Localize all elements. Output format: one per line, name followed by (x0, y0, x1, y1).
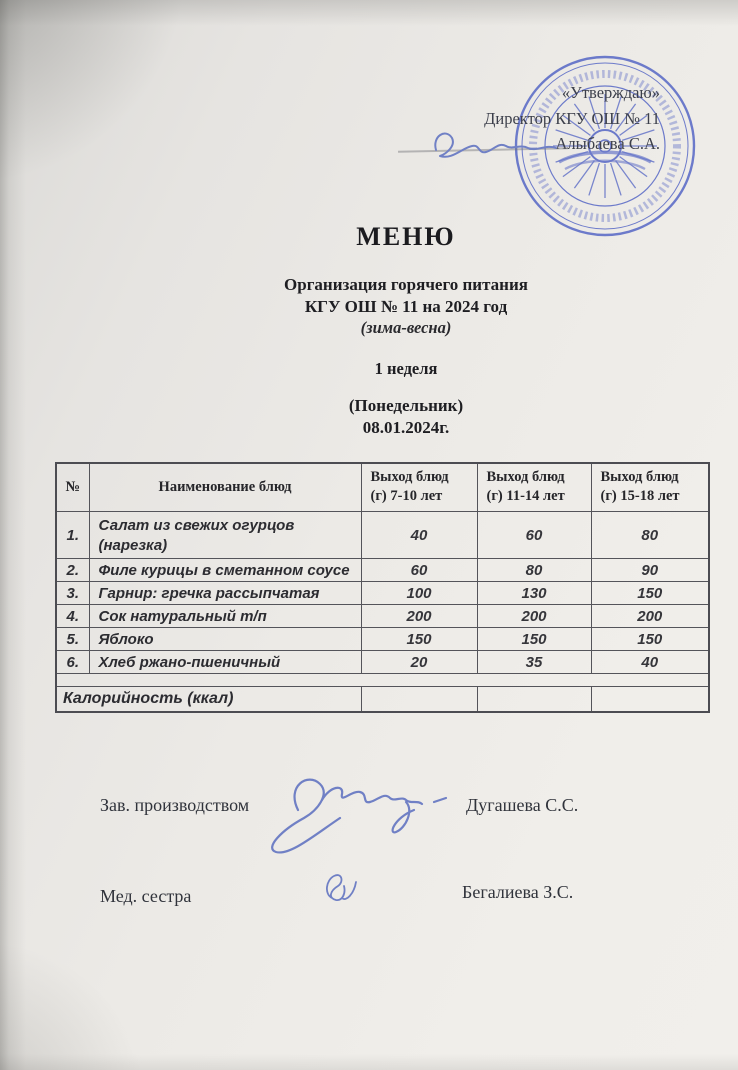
production-manager-signature (256, 760, 448, 860)
calories-row (56, 686, 709, 712)
season-label: (зима-весна) (360, 318, 452, 337)
dish-name: Гарнир: гречка рассыпчатая (89, 581, 361, 604)
portion-7-10: 20 (361, 650, 477, 673)
row-number: 6. (56, 650, 89, 673)
dish-name-line2: (нарезка) (98, 536, 168, 554)
portion-header-line2: (г) 15-18 лет (600, 488, 680, 505)
table-row (56, 650, 709, 673)
portion-7-10: 150 (361, 627, 477, 650)
nurse-signature (316, 868, 362, 915)
col-header-dish: Наименование блюд (89, 463, 361, 511)
nurse-role: Мед. сестра (100, 886, 192, 906)
portion-11-14: 130 (477, 581, 591, 604)
col-header-portion-15-18 (591, 463, 709, 511)
portion-11-14: 80 (477, 558, 591, 581)
portion-7-10: 200 (361, 604, 477, 627)
portion-11-14: 150 (477, 627, 591, 650)
approval-director-title: Директор КГУ ОШ № 11 (484, 108, 660, 128)
day-date-block (0, 395, 738, 438)
calories-15-18-cell (591, 686, 709, 712)
spacer-row (56, 673, 709, 686)
document-subtitle (0, 274, 738, 317)
row-number: 5. (56, 627, 89, 650)
calories-11-14-cell (477, 686, 591, 712)
nurse-name: Бегалиева З.С. (462, 882, 574, 902)
row-number: 3. (56, 581, 89, 604)
week-label: 1 неделя (374, 359, 438, 378)
portion-15-18: 40 (591, 650, 709, 673)
dish-name: Сок натуральный т/п (89, 604, 361, 627)
row-number: 4. (56, 604, 89, 627)
dish-name: Яблоко (89, 627, 361, 650)
dish-name-cell (89, 511, 361, 558)
production-manager-role: Зав. производством (100, 795, 250, 815)
dish-name: Хлеб ржано-пшеничный (89, 650, 361, 673)
portion-header-line1: Выход блюд (370, 469, 449, 486)
portion-11-14: 200 (477, 604, 591, 627)
col-header-portion-11-14 (477, 463, 591, 511)
production-manager-name: Дугашева С.С. (466, 795, 579, 815)
portion-11-14: 60 (477, 511, 591, 558)
portion-15-18: 150 (591, 627, 709, 650)
menu-table (55, 462, 710, 713)
table-row (56, 627, 709, 650)
spacer-cell (56, 673, 709, 686)
col-header-portion-7-10 (361, 463, 477, 511)
table-row (56, 581, 709, 604)
approval-label: «Утверждаю» (561, 83, 660, 102)
row-number: 2. (56, 558, 89, 581)
table-row (56, 604, 709, 627)
portion-header-line1: Выход блюд (600, 469, 679, 486)
calories-7-10-cell (361, 686, 477, 712)
weekday-label: (Понедельник) (348, 396, 464, 415)
director-signature (428, 120, 578, 170)
approval-director-name: Алыбаева С.А. (555, 134, 660, 153)
portion-15-18: 200 (591, 604, 709, 627)
col-header-number: № (56, 463, 89, 511)
dish-name: Филе курицы в сметанном соусе (89, 558, 361, 581)
table-header-row (56, 463, 709, 511)
portion-header-line2: (г) 11-14 лет (486, 488, 565, 505)
dish-name: Салат из свежих огурцов (98, 516, 295, 534)
subtitle-line-2: КГУ ОШ № 11 на 2024 год (304, 296, 508, 316)
date-label: 08.01.2024г. (362, 417, 450, 437)
portion-15-18: 90 (591, 558, 709, 581)
portion-11-14: 35 (477, 650, 591, 673)
row-number: 1. (56, 511, 89, 558)
portion-7-10: 100 (361, 581, 477, 604)
portion-7-10: 60 (361, 558, 477, 581)
portion-15-18: 80 (591, 511, 709, 558)
calories-label: Калорийность (ккал) (56, 686, 361, 712)
document-title: МЕНЮ (356, 222, 456, 251)
portion-header-line1: Выход блюд (486, 469, 565, 486)
portion-header-line2: (г) 7-10 лет (370, 488, 443, 505)
table-row (56, 558, 709, 581)
subtitle-line-1: Организация горячего питания (284, 275, 528, 294)
table-row (56, 511, 709, 558)
portion-7-10: 40 (361, 511, 477, 558)
portion-15-18: 150 (591, 581, 709, 604)
